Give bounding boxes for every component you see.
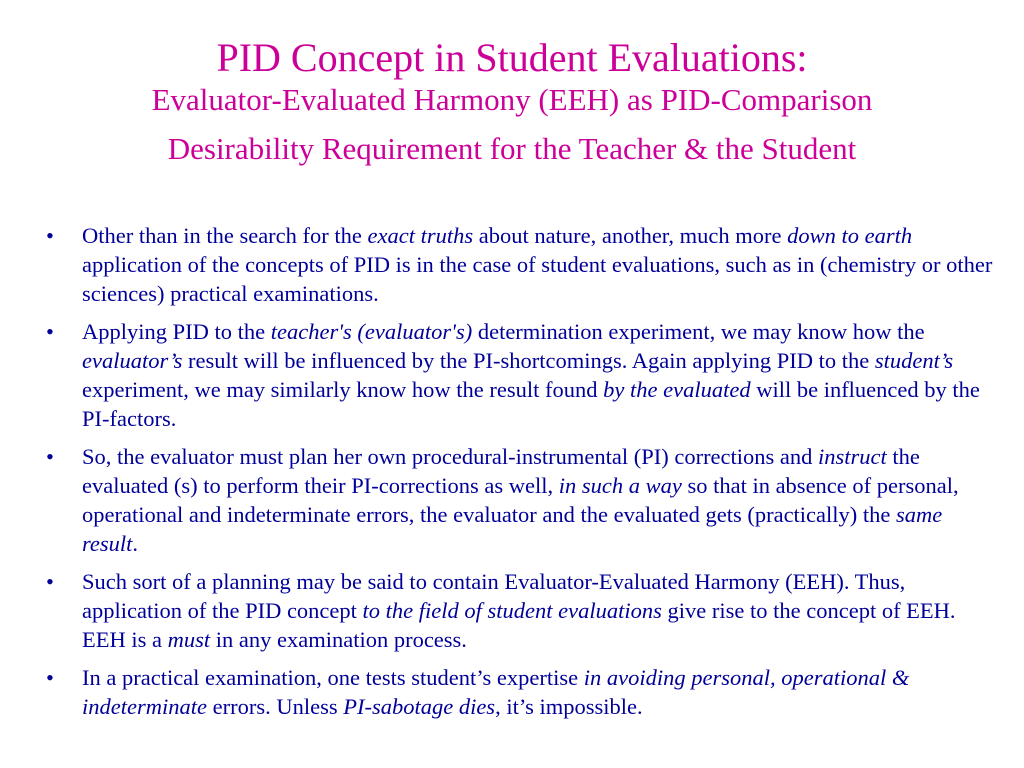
bullet-emphasis: PI-sabotage dies [343, 694, 496, 719]
bullet-text: , it’s impossible. [495, 694, 643, 719]
bullet-icon: • [46, 444, 54, 469]
bullet-emphasis: by the evaluated [603, 377, 751, 402]
bullet-item-3 [46, 442, 996, 558]
bullet-text: experiment, we may similarly know how the result found [82, 377, 604, 402]
bullet-text: will be influenced by the PI-factors. [82, 377, 980, 431]
bullet-list [46, 221, 996, 730]
slide-title [0, 34, 1024, 166]
title-line-2: Evaluator-Evaluated Harmony (EEH) as PID-Comparison [151, 82, 873, 117]
bullet-text: in any examination process. [210, 627, 467, 652]
bullet-item-5 [46, 663, 996, 721]
bullet-text: In a practical examination, one tests student’s expertise [82, 665, 584, 690]
bullet-item-1 [46, 221, 996, 308]
bullet-text: Applying PID to the [82, 319, 271, 344]
bullet-icon: • [46, 665, 54, 690]
bullet-item-4 [46, 567, 996, 654]
bullet-text: determination experiment, we may know how the [472, 319, 925, 344]
bullet-text: about nature, another, much more [473, 223, 788, 248]
bullet-icon: • [46, 569, 54, 594]
title-line-3: Desirability Requirement for the Teacher & the Student [167, 131, 857, 166]
bullet-emphasis: must [167, 627, 211, 652]
bullet-text: application of the concepts of PID is in the case of student evaluations, such as in (chemistry or other sciences) practical examinations. [82, 252, 993, 306]
bullet-emphasis: in such a way [558, 473, 682, 498]
bullet-emphasis: same result [82, 502, 943, 556]
bullet-text: Such sort of a planning may be said to contain Evaluator-Evaluated Harmony (EEH). Thus, application of the PID concept [82, 569, 906, 623]
bullet-text: result will be influenced by the PI-shortcomings. Again applying PID to the [182, 348, 875, 373]
title-line-1: PID Concept in Student Evaluations: [216, 35, 808, 80]
bullet-icon: • [46, 223, 54, 248]
bullet-text: so that in absence of personal, operational and indeterminate errors, the evaluator and the evaluated gets (practically) the [82, 473, 959, 527]
bullet-emphasis: exact truths [367, 223, 474, 248]
bullet-text: Other than in the search for the [82, 223, 368, 248]
bullet-text: errors. Unless [206, 694, 344, 719]
bullet-emphasis: instruct [818, 444, 887, 469]
bullet-emphasis: in avoiding personal, operational & indeterminate [82, 665, 910, 719]
bullet-icon: • [46, 319, 54, 344]
bullet-emphasis: teacher's (evaluator's) [270, 319, 473, 344]
bullet-emphasis: evaluator’s [82, 348, 183, 373]
bullet-emphasis: to the field of student evaluations [362, 598, 662, 623]
bullet-text: the evaluated (s) to perform their PI-corrections as well, [82, 444, 920, 498]
bullet-text: So, the evaluator must plan her own procedural-instrumental (PI) corrections and [82, 444, 819, 469]
bullet-text: give rise to the concept of EEH. EEH is a [82, 598, 956, 652]
bullet-item-2 [46, 317, 996, 433]
bullet-emphasis: student’s [874, 348, 954, 373]
bullet-emphasis: down to earth [787, 223, 913, 248]
bullet-text: . [132, 531, 139, 556]
